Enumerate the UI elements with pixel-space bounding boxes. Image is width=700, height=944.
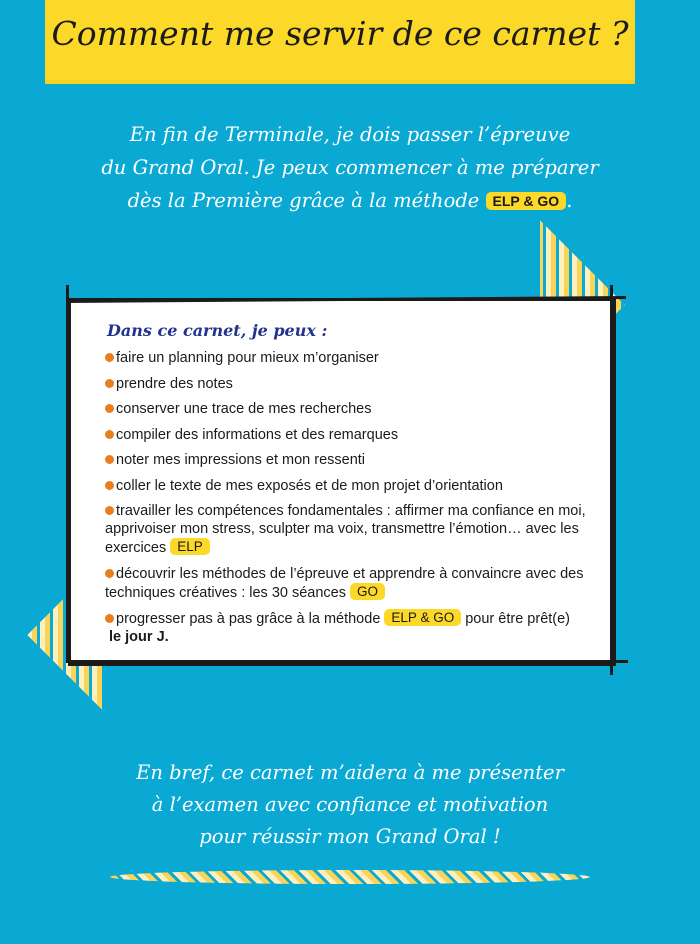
title-banner: [45, 0, 635, 84]
bullet-icon: [105, 569, 114, 578]
list-item: faire un planning pour mieux m’organiser: [105, 349, 589, 367]
list-item: noter mes impressions et mon ressenti: [105, 451, 589, 469]
card-border-line: [66, 285, 69, 663]
features-card: [68, 298, 616, 666]
bullet-icon: [105, 430, 114, 439]
outro-line: à l’examen avec confiance et motivation: [151, 793, 549, 816]
bullet-icon: [105, 455, 114, 464]
list-item: prendre des notes: [105, 375, 589, 393]
bullet-icon: [105, 506, 114, 515]
go-badge: GO: [350, 583, 385, 600]
card-border-line: [610, 285, 613, 675]
feature-list: [105, 349, 589, 654]
bullet-icon: [105, 379, 114, 388]
bullet-icon: [105, 404, 114, 413]
list-item: travailler les compétences fondamentales : affirmer ma confiance en moi, apprivoiser mon stress, sculpter ma voix, transmettre l’émotion… avec les exercices ELP: [105, 503, 586, 556]
elp-go-badge: ELP & GO: [384, 609, 461, 626]
intro-line: dès la Première grâce à la méthode ELP & GO .: [127, 189, 573, 212]
list-item: conserver une trace de mes recherches: [105, 400, 589, 418]
outro-text: [40, 757, 660, 853]
outro-line: pour réussir mon Grand Oral !: [199, 825, 501, 848]
intro-line: En fin de Terminale, je dois passer l’épreuve: [129, 123, 571, 146]
bullet-icon: [105, 481, 114, 490]
card-border-line: [66, 660, 628, 663]
card-title: Dans ce carnet, je peux :: [107, 321, 328, 340]
bullet-icon: [105, 353, 114, 362]
list-item: progresser pas à pas grâce à la méthode ELP & GO pour être prêt(e) le jour J.: [105, 609, 589, 646]
page-title: Comment me servir de ce carnet ?: [51, 14, 629, 53]
list-item: compiler des informations et des remarques: [105, 426, 589, 444]
list-item: coller le texte de mes exposés et de mon projet d’orientation: [105, 477, 589, 495]
elp-badge: ELP: [170, 538, 210, 555]
elp-go-badge: ELP & GO: [486, 192, 567, 210]
outro-line: En bref, ce carnet m’aidera à me présenter: [136, 761, 564, 784]
intro-text: [40, 118, 660, 217]
list-item: découvrir les méthodes de l’épreuve et apprendre à convaincre avec des techniques créatives : les 30 séances GO: [105, 565, 584, 601]
bullet-icon: [105, 614, 114, 623]
intro-line: du Grand Oral. Je peux commencer à me préparer: [101, 156, 599, 179]
decorative-pattern-bottom: [110, 870, 590, 884]
